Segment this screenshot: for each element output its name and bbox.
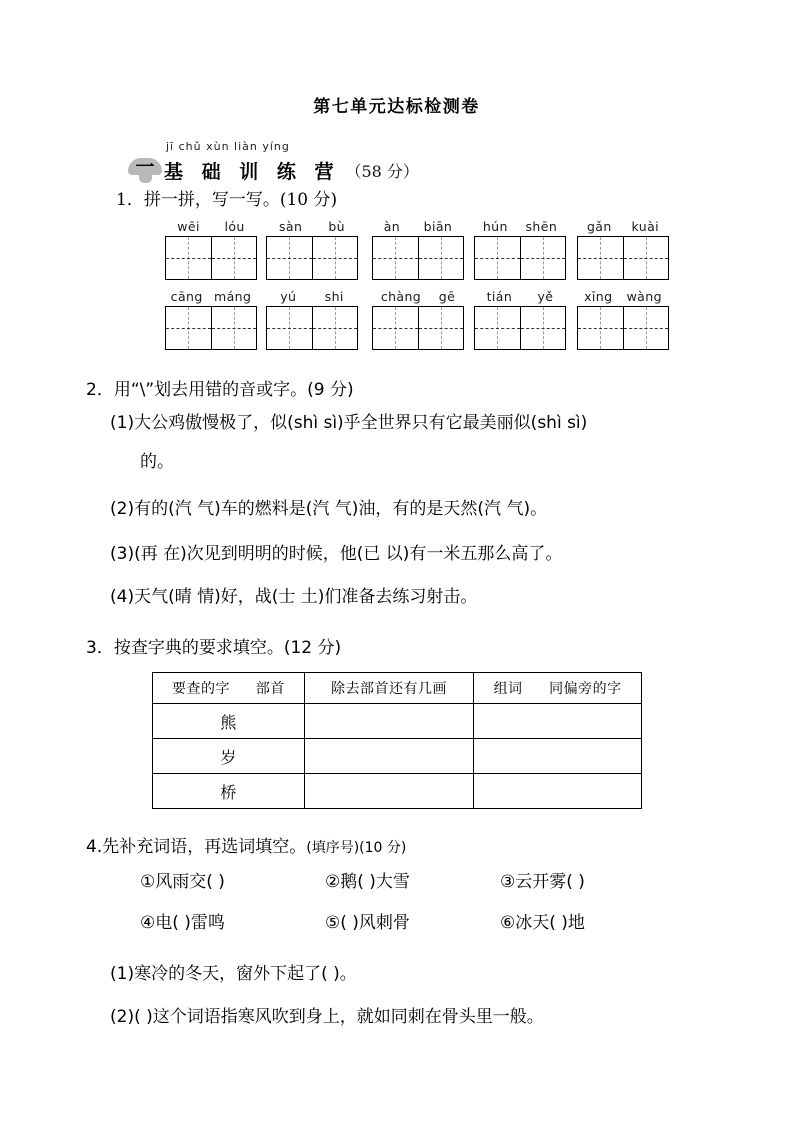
writing-grid-group <box>165 289 257 350</box>
choice-item-1[interactable]: ①风雨交( ) <box>140 872 225 892</box>
tianzige-cell[interactable] <box>475 237 520 279</box>
pinyin-syllable: àn <box>383 219 401 234</box>
question-4-fill-2[interactable]: (2)( )这个词语指寒风吹到身上，就如同刺在骨头里一般。 <box>110 1007 544 1027</box>
tianzige-cell[interactable] <box>418 307 463 349</box>
pinyin-label <box>577 219 669 234</box>
choice-item-5[interactable]: ⑤( )风刺骨 <box>325 913 410 933</box>
writing-grid-group <box>577 219 669 280</box>
pinyin-syllable: gǎn <box>586 219 612 234</box>
table-cell-character: 熊 <box>153 704 305 739</box>
pinyin-label <box>165 219 257 234</box>
tianzige-cell[interactable] <box>623 307 668 349</box>
table-header-cell-1 <box>153 673 305 704</box>
table-header-cell-3 <box>474 673 642 704</box>
tianzige-cell[interactable] <box>312 307 357 349</box>
tianzige-box[interactable] <box>266 306 358 350</box>
question-3-label: 3．按查字典的要求填空。(12 分) <box>86 638 342 658</box>
pinyin-syllable: bù <box>328 219 345 234</box>
tianzige-cell[interactable] <box>623 237 668 279</box>
pinyin-label <box>372 289 464 304</box>
tianzige-box[interactable] <box>474 306 566 350</box>
table-row <box>153 774 642 809</box>
writing-grid-group <box>372 219 464 280</box>
pinyin-syllable: gē <box>438 289 456 304</box>
pinyin-syllable: wàng <box>626 289 662 304</box>
table-header-label-3a: 组词 <box>493 681 523 697</box>
tianzige-cell[interactable] <box>373 307 418 349</box>
table-body <box>153 704 642 809</box>
question-4-label-main: 4.先补充词语，再选词填空。 <box>86 837 307 857</box>
tianzige-cell[interactable] <box>578 307 623 349</box>
table-header-label-1b: 部首 <box>255 681 285 697</box>
question-2-item-2: (2)有的(汽 气)车的燃料是(汽 气)油，有的是天然(汽 气)。 <box>110 499 548 519</box>
table-header-label-1a: 要查的字 <box>171 681 230 697</box>
table-cell-strokes[interactable] <box>304 774 473 809</box>
tianzige-box[interactable] <box>577 236 669 280</box>
writing-grid-group <box>474 219 566 280</box>
choice-item-3[interactable]: ③云开雾( ) <box>500 872 585 892</box>
pinyin-label <box>577 289 669 304</box>
table-cell-character: 岁 <box>153 739 305 774</box>
pinyin-grid-row-2 <box>0 289 793 355</box>
question-2-item-1-cont: 的。 <box>140 452 174 472</box>
choice-item-2[interactable]: ②鹅( )大雪 <box>325 872 410 892</box>
writing-grid-group <box>266 219 358 280</box>
pinyin-label <box>266 289 358 304</box>
question-4-label-note: (填序号)(10 分) <box>306 840 407 856</box>
pinyin-syllable: máng <box>214 289 252 304</box>
pinyin-label <box>165 289 257 304</box>
pinyin-syllable: hún <box>482 219 508 234</box>
pinyin-syllable: sàn <box>279 219 303 234</box>
choice-item-6[interactable]: ⑥冰天( )地 <box>500 913 585 933</box>
pinyin-label <box>372 219 464 234</box>
tianzige-cell[interactable] <box>211 307 256 349</box>
pinyin-syllable: yú <box>280 289 297 304</box>
section1-score: （58 分） <box>345 162 419 181</box>
writing-grid-group <box>165 219 257 280</box>
table-header-label-2: 除去部首还有几画 <box>331 681 448 697</box>
pinyin-label <box>266 219 358 234</box>
writing-grid-group <box>577 289 669 350</box>
tianzige-cell[interactable] <box>475 307 520 349</box>
question-2-item-3: (3)(再 在)次见到明明的时候，他(已 以)有一米五那么高了。 <box>110 544 563 564</box>
table-header-row <box>153 673 642 704</box>
question-1-label: 1．拼一拼，写一写。(10 分) <box>116 190 338 210</box>
writing-grid-group <box>474 289 566 350</box>
question-2-item-4: (4)天气(晴 情)好，战(士 土)们准备去练习射击。 <box>110 587 478 607</box>
table-header-cell-2 <box>304 673 473 704</box>
choice-item-4[interactable]: ④电( )雷鸣 <box>140 913 225 933</box>
pinyin-syllable: xīng <box>584 289 613 304</box>
tianzige-cell[interactable] <box>267 237 312 279</box>
pinyin-syllable: tián <box>486 289 513 304</box>
pinyin-syllable: cāng <box>170 289 203 304</box>
pinyin-syllable: chàng <box>380 289 422 304</box>
dictionary-table <box>152 672 642 809</box>
tianzige-cell[interactable] <box>211 237 256 279</box>
tianzige-box[interactable] <box>165 306 257 350</box>
pinyin-syllable: shēn <box>525 219 558 234</box>
question-2-label: 2．用“\”划去用错的音或字。(9 分) <box>86 380 354 400</box>
table-header-label-3b: 同偏旁的字 <box>549 681 622 697</box>
pinyin-label <box>474 219 566 234</box>
tianzige-cell[interactable] <box>520 307 565 349</box>
tianzige-cell[interactable] <box>373 237 418 279</box>
question-4-fill-1[interactable]: (1)寒冷的冬天，窗外下起了( )。 <box>110 964 357 984</box>
section1-title: 基 础 训 练 营 <box>164 161 340 183</box>
tianzige-cell[interactable] <box>166 237 211 279</box>
pinyin-syllable: yě <box>537 289 554 304</box>
mushroom-badge-icon <box>128 154 162 184</box>
section1-header <box>128 150 419 184</box>
pinyin-syllable: kuài <box>631 219 660 234</box>
table-cell-character: 桥 <box>153 774 305 809</box>
tianzige-cell[interactable] <box>312 237 357 279</box>
question-2-item-1: (1)大公鸡傲慢极了，似(shì sì)乎全世界只有它最美丽似(shì sì) <box>110 413 588 433</box>
tianzige-cell[interactable] <box>520 237 565 279</box>
table-cell-words[interactable] <box>474 774 642 809</box>
tianzige-cell[interactable] <box>267 307 312 349</box>
section1-pinyin: jī chǔ xùn liàn yíng <box>166 140 290 153</box>
pinyin-label <box>474 289 566 304</box>
pinyin-syllable: wēi <box>177 219 200 234</box>
tianzige-box[interactable] <box>266 236 358 280</box>
tianzige-box[interactable] <box>577 306 669 350</box>
tianzige-box[interactable] <box>372 236 464 280</box>
table-cell-strokes[interactable] <box>304 739 473 774</box>
pinyin-syllable: biān <box>423 219 453 234</box>
writing-grid-group <box>372 289 464 350</box>
table-row <box>153 704 642 739</box>
question-4-label <box>86 835 406 860</box>
page-title: 第七单元达标检测卷 <box>313 97 480 117</box>
tianzige-box[interactable] <box>372 306 464 350</box>
pinyin-syllable: lóu <box>224 219 245 234</box>
writing-grid-group <box>266 289 358 350</box>
pinyin-grid-row-1 <box>0 219 793 285</box>
tianzige-cell[interactable] <box>418 237 463 279</box>
table-cell-words[interactable] <box>474 704 642 739</box>
tianzige-box[interactable] <box>165 236 257 280</box>
tianzige-box[interactable] <box>474 236 566 280</box>
table-cell-words[interactable] <box>474 739 642 774</box>
table-cell-strokes[interactable] <box>304 704 473 739</box>
tianzige-cell[interactable] <box>166 307 211 349</box>
table-row <box>153 739 642 774</box>
pinyin-syllable: shi <box>324 289 344 304</box>
tianzige-cell[interactable] <box>578 237 623 279</box>
section1-number: 一 <box>135 156 155 178</box>
